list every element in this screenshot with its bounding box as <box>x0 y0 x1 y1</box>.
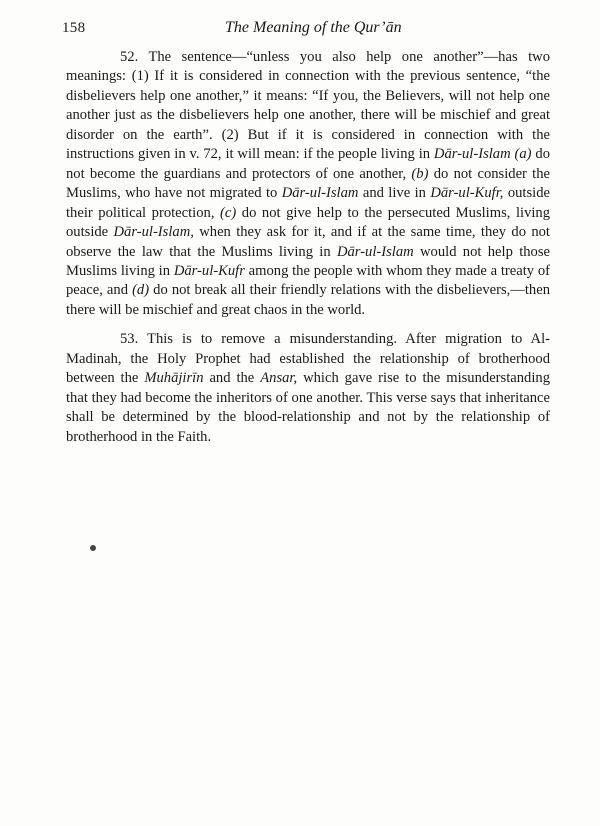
text-run: do not become the guardians and protectors of one another, <box>66 146 550 182</box>
page-number: 158 <box>62 20 86 36</box>
italic-term: Dār-ul-Kufr, <box>430 185 504 202</box>
text-run: when they ask for it, and if at the same time, they do not observe the law that the Muslims living in <box>66 224 550 260</box>
text-run: which gave rise to the misunderstanding that they had become the inheritors of one another. This verse says that inheritance shall be determined by the blood-relationship and not by the relationship of brotherhood in the Faith. <box>66 370 550 445</box>
text-run: do not consider the Muslims, who have not migrated to <box>66 165 551 202</box>
text-run: would not help those Muslims living in <box>66 243 550 279</box>
italic-term: Dār-ul-Islam (a) <box>433 146 532 163</box>
italic-term: Dār-ul-Kufr <box>173 262 245 279</box>
text-run: 53. This is to remove a misunderstanding. After migration to Al-Madinah, the Holy Prophet had established the relationship of brotherhood between the <box>66 331 550 387</box>
italic-term: (d) <box>132 282 150 299</box>
text-run: among the people with whom they made a treaty of peace, and <box>66 262 550 299</box>
text-run: and live in <box>358 185 431 202</box>
text-run: do not give help to the persecuted Muslims, living outside <box>66 204 551 241</box>
text-run: do not break all their friendly relations with the disbelievers,—then there will be mischief and great chaos in the world. <box>66 282 550 318</box>
italic-term: Dār-ul-Islam <box>281 185 359 202</box>
italic-term: Ansar, <box>260 370 298 387</box>
italic-term: (c) <box>220 204 237 221</box>
italic-term: (b) <box>411 165 429 182</box>
running-title: The Meaning of the Qur’ān <box>225 19 402 36</box>
ink-speck <box>90 545 96 551</box>
page-body <box>66 48 550 447</box>
text-run: outside their political protection, <box>66 185 550 221</box>
italic-term: Dār-ul-Islam, <box>113 224 194 241</box>
note-52-paragraph <box>66 48 550 320</box>
note-53-paragraph <box>66 330 550 447</box>
italic-term: Muhājirīn <box>144 370 204 387</box>
italic-term: Dār-ul-Islam <box>336 243 414 260</box>
text-run: 52. The sentence—“unless you also help one another”—has two meanings: (1) If it is considered in connection with the previous sentence, “the disbelievers help one another,” it means: “If you, the Believers, will not help one another just as the disbelievers help one another, there will be mischief and great disorder on the earth”. (2) But if it is considered in connection with the instructions given in v. 72, it will mean: if the people living in <box>66 49 550 163</box>
text-run: and the <box>203 370 261 387</box>
